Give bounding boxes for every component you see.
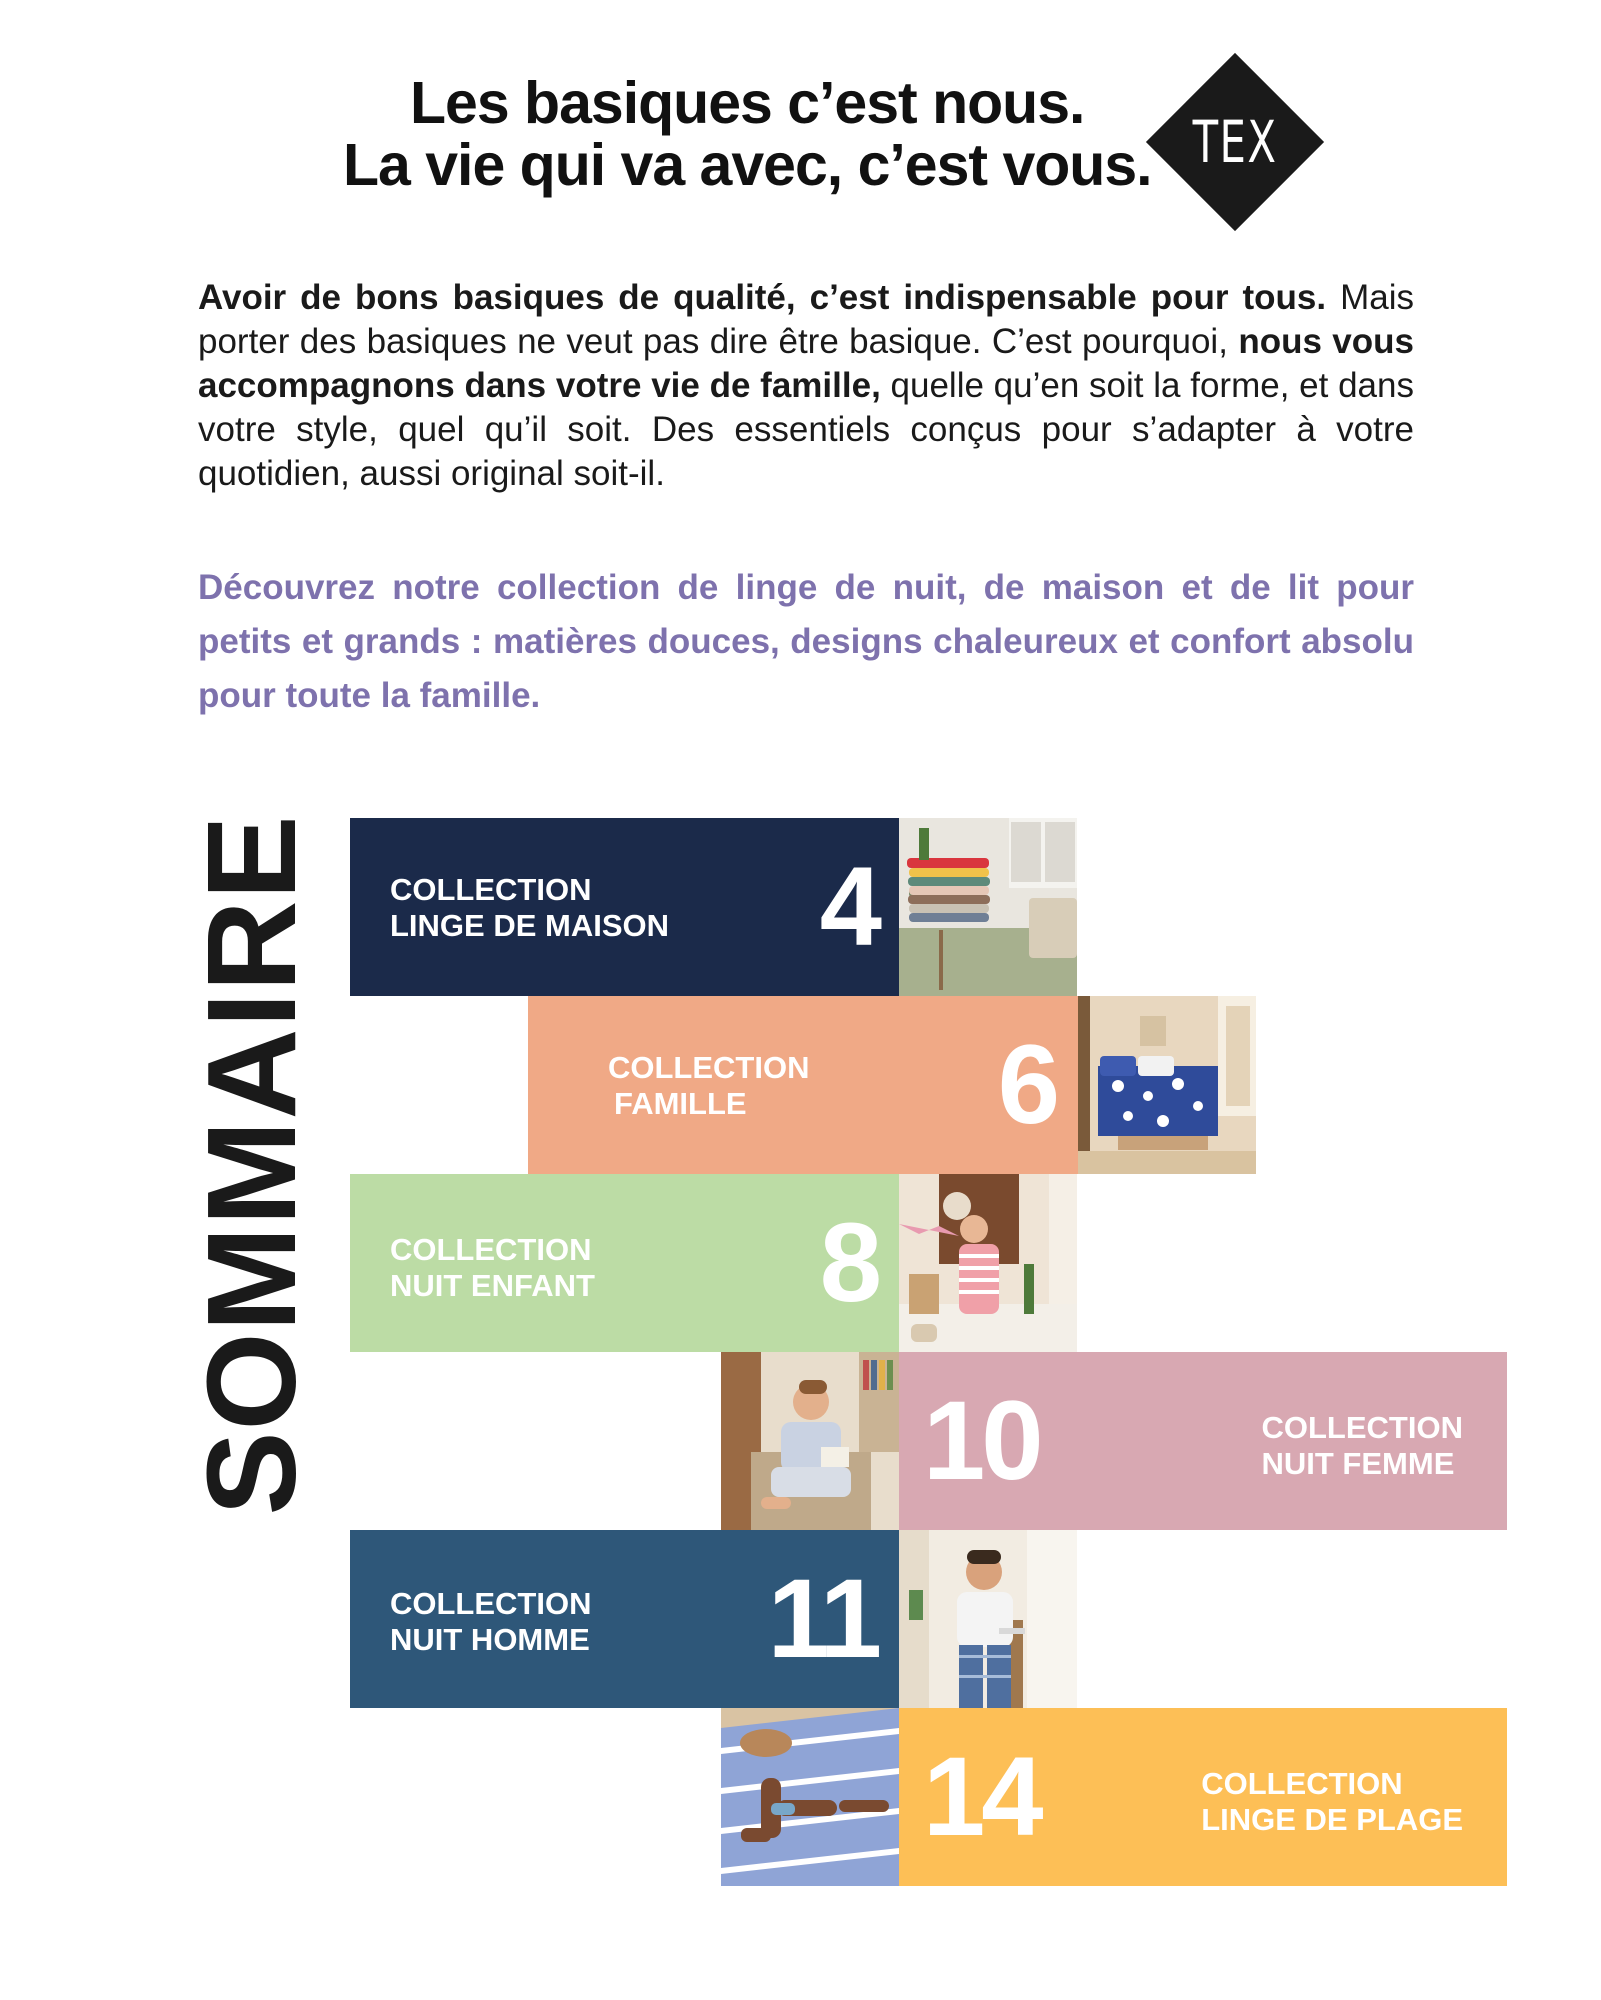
toc-label-line-2: LINGE DE MAISON [390, 908, 670, 943]
toc-item-nuit-femme[interactable] [899, 1352, 1507, 1530]
toc-label-line-1: COLLECTION [390, 872, 592, 907]
toc-label-line-1: COLLECTION [1261, 1410, 1463, 1445]
stacked-cushions-photo [899, 818, 1077, 996]
beach-towel-photo [721, 1708, 899, 1886]
child-with-teddy-photo [899, 1174, 1077, 1352]
toc-label-line-1: COLLECTION [1201, 1766, 1403, 1801]
toc-item-linge-de-maison[interactable] [350, 818, 900, 996]
sommaire-title-text: SOMMAIRE [181, 814, 322, 1516]
toc-page-number: 6 [997, 1022, 1056, 1147]
toc-label-line-2: LINGE DE PLAGE [1201, 1802, 1463, 1837]
toc-label-line-2: NUIT ENFANT [390, 1268, 595, 1303]
toc-page-number: 10 [923, 1378, 1040, 1503]
tex-logo [1146, 53, 1324, 231]
intro-bold-2: nous vous accompagnons dans votre vie de famille, [198, 322, 1414, 405]
toc-label-line-2: FAMILLE [614, 1086, 747, 1121]
toc-page-number: 8 [819, 1200, 878, 1325]
toc-item-famille[interactable] [528, 996, 1078, 1174]
sommaire-title [181, 814, 322, 1516]
toc-item-label [390, 872, 669, 944]
tex-logo-text: TEX [1192, 108, 1278, 176]
toc-item-label [390, 1232, 595, 1304]
intro-text-1: Mais porter des basiques ne veut pas dire être basique. C’est pourquoi, [198, 278, 1414, 361]
toc-page-number: 4 [819, 844, 878, 969]
toc-label-line-1: COLLECTION [390, 1586, 592, 1621]
toc-item-nuit-enfant[interactable] [350, 1174, 900, 1352]
woman-reading-photo [721, 1352, 899, 1530]
toc-label-line-2: NUIT HOMME [390, 1622, 590, 1657]
toc-page-number: 11 [767, 1556, 878, 1681]
toc-label-line-1: COLLECTION [608, 1050, 810, 1085]
toc-item-nuit-homme[interactable] [350, 1530, 900, 1708]
man-in-pyjamas-photo [899, 1530, 1077, 1708]
discover-paragraph: Découvrez notre collection de linge de nuit, de maison et de lit pour petits et grands : matières douces, designs chaleureux et confort absolu pour toute la famille. [198, 568, 1414, 715]
intro-bold-1: Avoir de bons basiques de qualité, c’est indispensable pour tous. [198, 278, 1327, 317]
intro-paragraph [198, 276, 1414, 496]
toc-label-line-1: COLLECTION [390, 1232, 592, 1267]
intro-text-2: quelle qu’en soit la forme, et dans votre style, quel qu’il soit. Des essentiels conçus pour s’adapter à votre quotidien, aussi original soit-il. [198, 366, 1414, 493]
toc-item-label [1201, 1766, 1463, 1838]
toc-label-line-2: NUIT FEMME [1261, 1446, 1455, 1481]
toc-item-linge-de-plage[interactable] [899, 1708, 1507, 1886]
bedroom-bed-photo [1078, 996, 1256, 1174]
headline-line-2: La vie qui va avec, c’est vous. [343, 132, 1152, 198]
toc-page-number: 14 [923, 1734, 1040, 1859]
headline-line-1: Les basiques c’est nous. [410, 70, 1085, 136]
toc-item-label [1262, 1410, 1464, 1482]
toc-item-label [608, 1050, 810, 1122]
toc-item-label [390, 1586, 592, 1658]
